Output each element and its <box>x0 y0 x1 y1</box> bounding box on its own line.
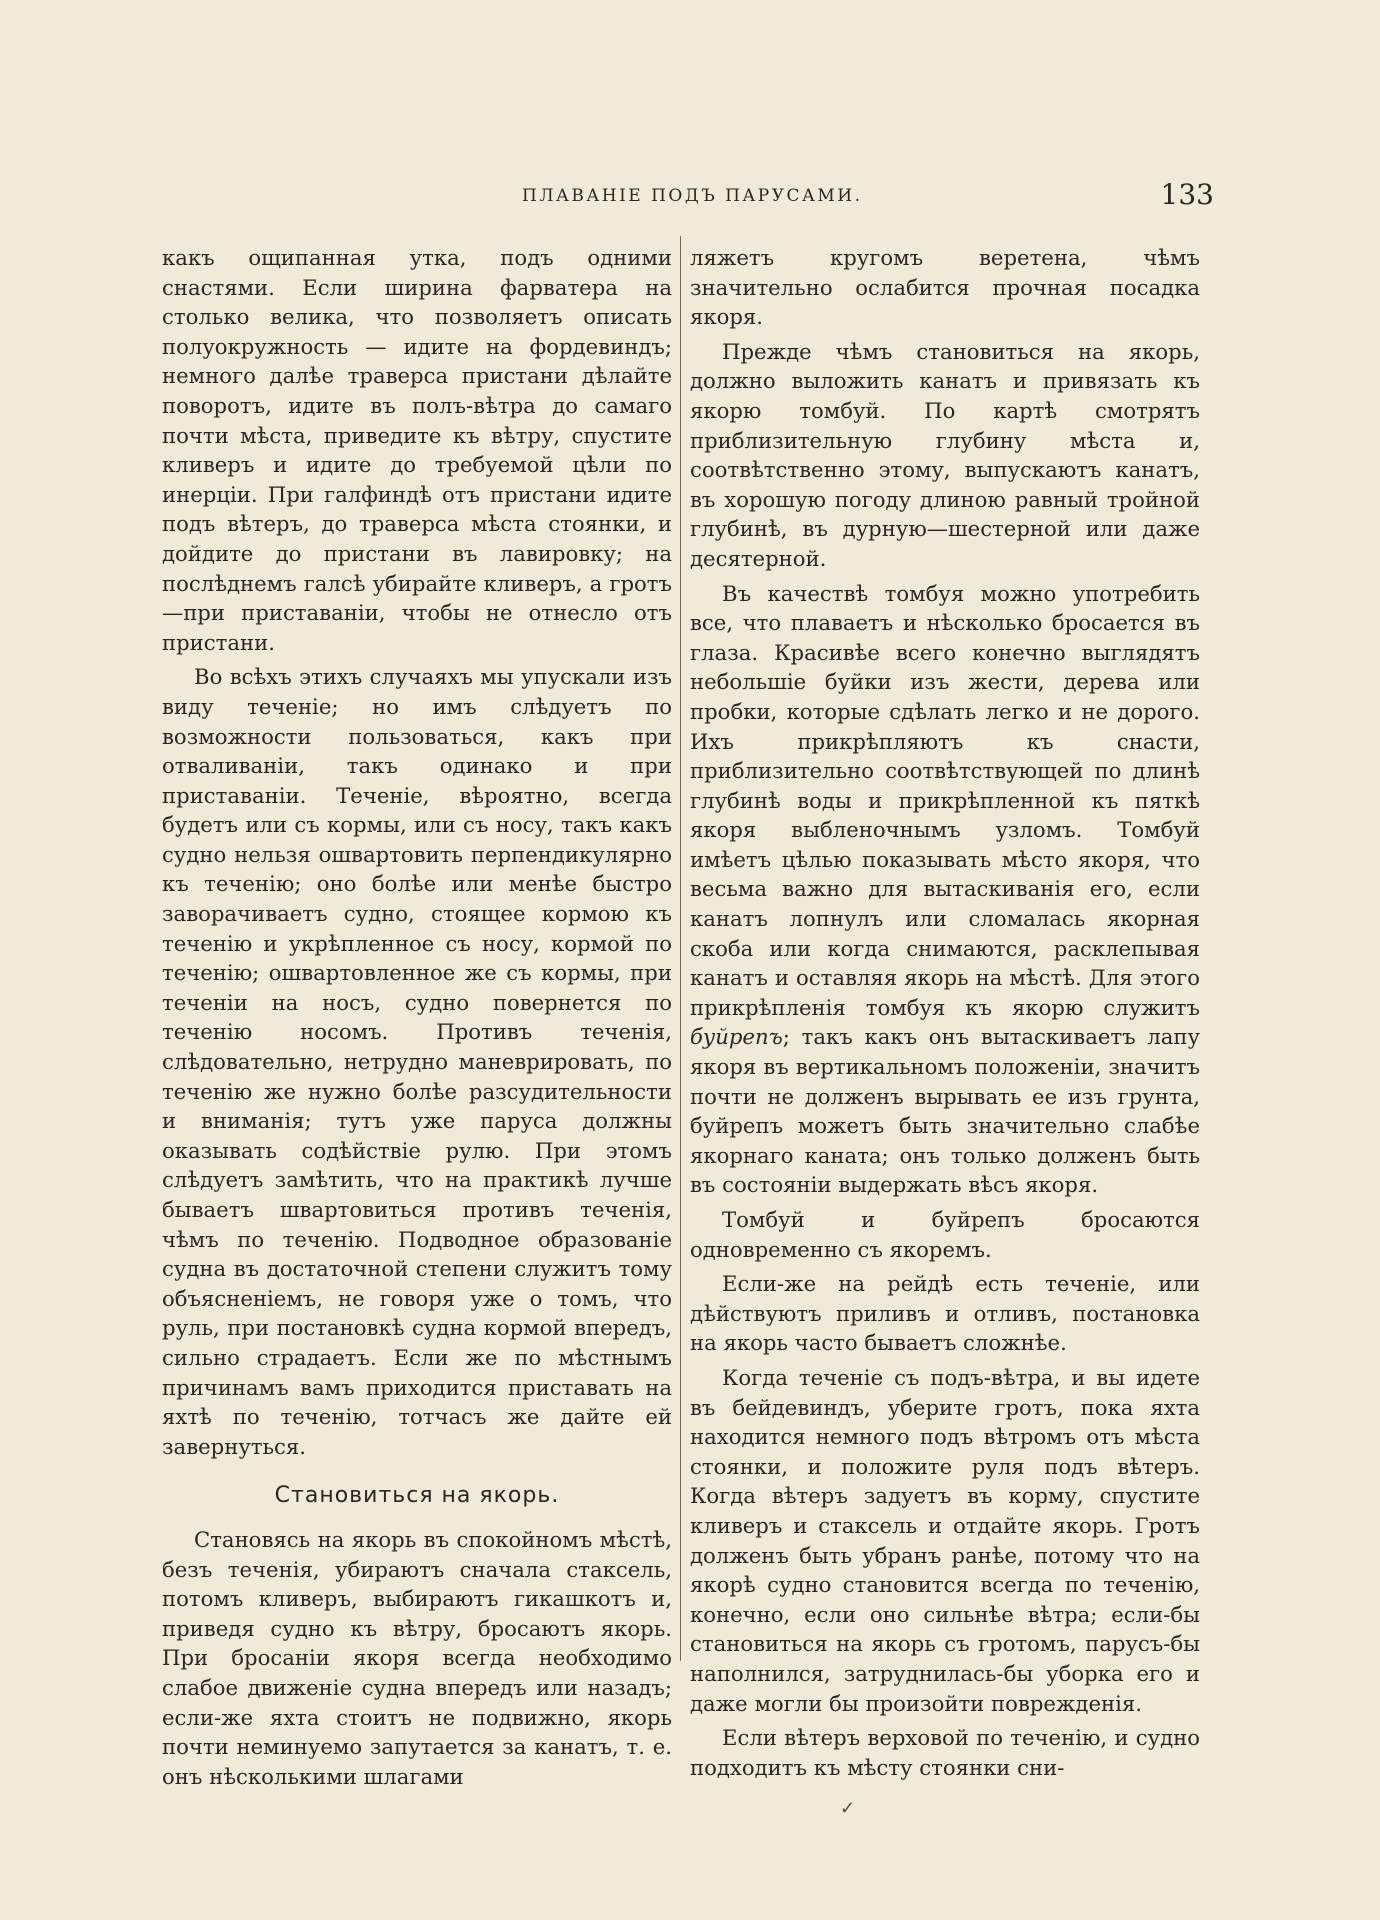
paragraph: ляжетъ кругомъ веретена, чѣмъ значительно ослабится прочная посадка якоря. <box>690 245 1200 330</box>
italic-term: буйрепъ <box>690 1024 783 1050</box>
page-header <box>132 178 1214 218</box>
paragraph <box>690 579 1200 1200</box>
right-column <box>690 243 1200 1780</box>
section-heading: Становиться на якорь. <box>274 1483 560 1509</box>
paragraph-text: Въ качествѣ томбуя можно употребить все, что плаваетъ и нѣсколько бросается въ глаза. Красивѣе всего конечно выглядятъ небольшіе буйки изъ жести, дерева или пробки, которые сдѣлать легко и не дорого. Ихъ прикрѣпляютъ къ снасти, приблизительно соотвѣтствующей по длинѣ глубинѣ воды и прикрѣпленной къ пяткѣ якоря выбленочнымъ узломъ. Томбуй имѣетъ цѣлью показывать мѣсто якоря, что весьма важно для вытаскиванія его, если канатъ лопнулъ или сломалась якорная скоба или когда снимаются, расклепывая канатъ и оставляя якорь на мѣстѣ. Для этого прикрѣпленія томбуя къ якорю служитъ <box>690 580 1200 1020</box>
paragraph: Когда теченіе съ подъ-вѣтра, и вы идете въ бейдевиндъ, уберите гротъ, пока яхта находится немного подъ вѣтромъ отъ мѣста стоянки, и положите руля подъ вѣтеръ. Когда вѣтеръ задуетъ въ корму, спустите кливеръ и стаксель и отдайте якорь. Гротъ долженъ быть убранъ ранѣе, потому что на якорѣ судно становится всегда по теченію, конечно, если оно сильнѣе вѣтра; если-бы становиться на якорь съ гротомъ, парусъ-бы наполнился, затруднилась-бы уборка его и даже могли бы произойти поврежденія. <box>690 1364 1200 1716</box>
paragraph: Становясь на якорь въ спокойномъ мѣстѣ, безъ теченія, убираютъ сначала стаксель, потомъ кливеръ, выбираютъ гикашкотъ и, приведя судно къ вѣтру, бросаютъ якорь. При бросаніи якоря всегда необходимо слабое движеніе судна впередъ или назадъ; если-же яхта стоитъ не подвижно, якорь почти неминуемо запутается за канатъ, т. е. онъ нѣсколькими шлагами <box>162 1526 672 1789</box>
page-number: 133 <box>1160 178 1214 211</box>
paragraph: Во всѣхъ этихъ случаяхъ мы упускали изъ виду теченіе; но имъ слѣдуетъ по возможности пользоваться, какъ при отваливаніи, такъ одинако и при приставаніи. Теченіе, вѣроятно, всегда будетъ или съ кормы, или съ носу, такъ какъ судно нельзя ошвартовить перпендикулярно къ теченію; оно болѣе или менѣе быстро заворачиваетъ судно, стоящее кормою къ теченію и укрѣпленное съ носу, кормой по теченію; ошвартовленное же съ кормы, при теченіи на носъ, судно повернется по теченію носомъ. Противъ теченія, слѣдовательно, нетрудно маневрировать, по теченію же нужно болѣе разсудительности и вниманія; тутъ уже паруса должны оказывать содѣйствіе рулю. При этомъ слѣдуетъ замѣтить, что на практикѣ лучше бываетъ швартовиться противъ теченія, чѣмъ по теченію. Подводное образованіе судна въ достаточной степени служитъ тому объясненіемъ, не говоря уже о томъ, что руль, при постановкѣ судна кормой впередъ, сильно страдаетъ. Если же по мѣстнымъ причинамъ вамъ приходится приставать на яхтѣ по теченію, тотчасъ же дайте ей завернуться. <box>162 664 672 1459</box>
pencil-mark: ✓ <box>840 1798 856 1819</box>
paragraph: какъ ощипанная утка, подъ одними снастями. Если ширина фарватера на столько велика, что позволяетъ описать полуокружность — идите на фордевиндъ; немного далѣе траверса пристани дѣлайте поворотъ, идите въ полъ-вѣтра до самаго почти мѣста, приведите къ вѣтру, спустите кливеръ и идите до требуемой цѣли по инерціи. При галфиндѣ отъ пристани идите подъ вѣтеръ, до траверса мѣста стоянки, и дойдите до пристани въ лавировку; на послѣднемъ галсѣ убирайте кливеръ, а гротъ—при приставаніи, чтобы не отнесло отъ пристани. <box>162 245 672 655</box>
column-divider <box>680 236 681 1661</box>
paragraph: Если вѣтеръ верховой по теченію, и судно подходитъ къ мѣсту стоянки сни- <box>690 1725 1200 1780</box>
paragraph: Томбуй и буйрепъ бросаются одновременно съ якоремъ. <box>690 1207 1200 1262</box>
paragraph: Если-же на рейдѣ есть теченіе, или дѣйствуютъ приливъ и отливъ, постановка на якорь часто бываетъ сложнѣе. <box>690 1271 1200 1356</box>
paragraph: Прежде чѣмъ становиться на якорь, должно выложить канатъ и привязать къ якорю томбуй. По картѣ смотрятъ приблизительную глубину мѣста и, соотвѣтственно этому, выпускаютъ канатъ, въ хорошую погоду длиною равный тройной глубинѣ, въ дурную—шестерной или даже десятерной. <box>690 338 1200 571</box>
left-column <box>162 243 672 1789</box>
paragraph-text: ; такъ какъ онъ вытаскиваетъ лапу якоря въ вертикальномъ положеніи, значитъ почти не долженъ вырывать ее изъ грунта, буйрепъ можетъ быть значительно слабѣе якорнаго каната; онъ только долженъ быть въ состояніи выдержать вѣсъ якоря. <box>690 1024 1200 1198</box>
running-title: ПЛАВАНІЕ ПОДЪ ПАРУСАМИ. <box>522 186 863 206</box>
